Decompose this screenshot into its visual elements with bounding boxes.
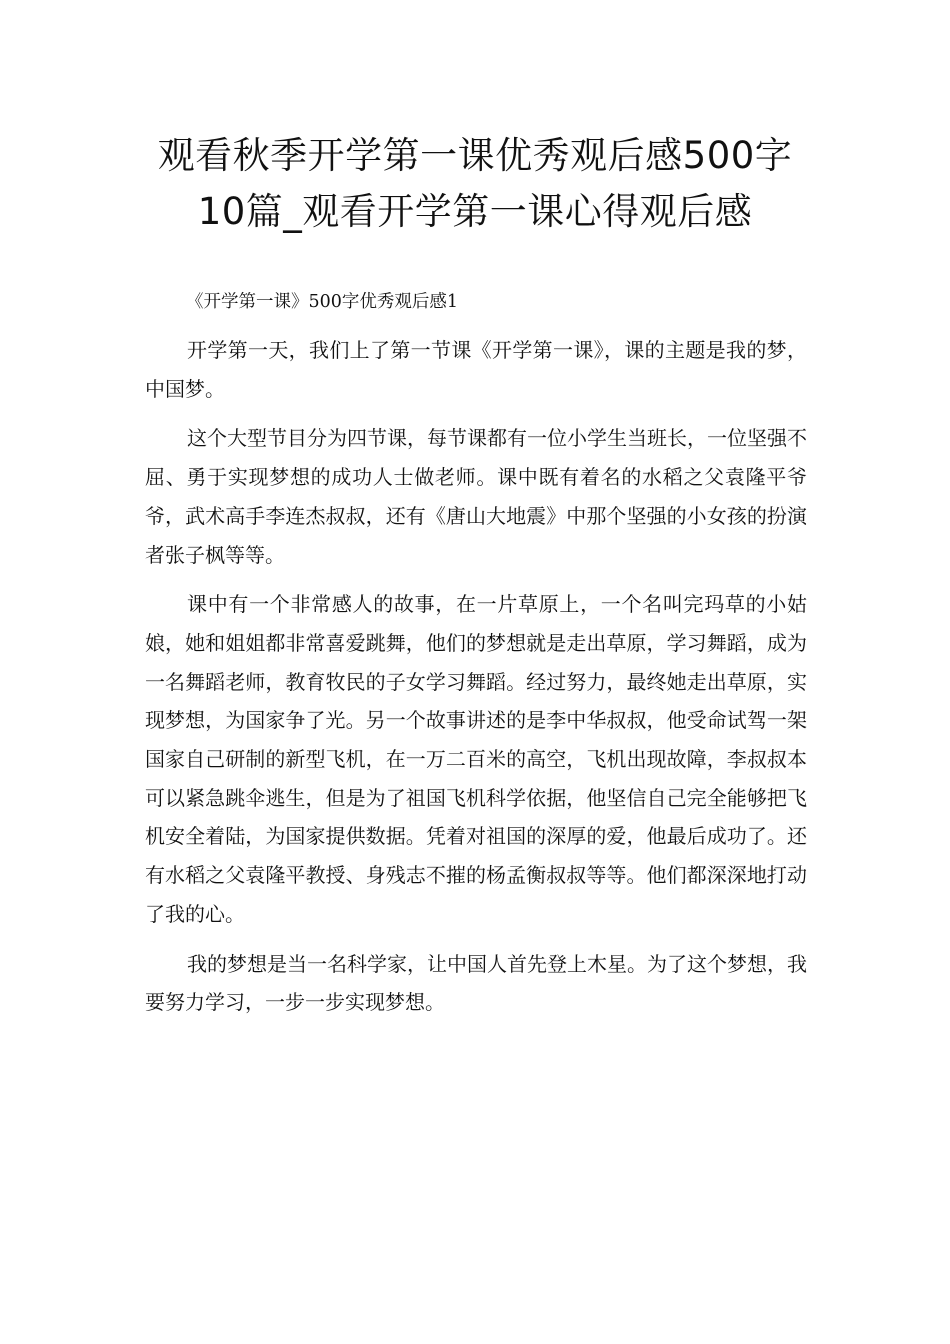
- paragraph-3: 课中有一个非常感人的故事，在一片草原上，一个名叫完玛草的小姑娘，她和姐姐都非常喜爱跳舞，他们的梦想就是走出草原，学习舞蹈，成为一名舞蹈老师，教育牧民的子女学习舞蹈。经过努力，最终她走出草原，实现梦想，为国家争了光。另一个故事讲述的是李中华叔叔，他受命试驾一架国家自己研制的新型飞机，在一万二百米的高空，飞机出现故障，李叔叔本可以紧急跳伞逃生，但是为了祖国飞机科学依据，他坚信自己完全能够把飞机安全着陆，为国家提供数据。凭着对祖国的深厚的爱，他最后成功了。还有水稻之父袁隆平教授、身残志不摧的杨孟衡叔叔等等。他们都深深地打动了我的心。: [145, 592, 807, 926]
- document-body: [145, 290, 807, 1033]
- document-title: [120, 128, 830, 240]
- paragraph-1: 开学第一天，我们上了第一节课《开学第一课》，课的主题是我的梦，中国梦。: [145, 338, 807, 401]
- paragraph-4: 我的梦想是当一名科学家，让中国人首先登上木星。为了这个梦想，我要努力学习，一步一步实现梦想。: [145, 951, 807, 1015]
- title-line-2: 10篇_观看开学第一课心得观后感: [197, 190, 753, 233]
- paragraph-2: 这个大型节目分为四节课，每节课都有一位小学生当班长，一位坚强不屈、勇于实现梦想的成功人士做老师。课中既有着名的水稻之父袁隆平爷爷，武术高手李连杰叔叔，还有《唐山大地震》中那个坚强的小女孩的扮演者张子枫等等。: [145, 426, 807, 567]
- section-heading: 《开学第一课》500字优秀观后感1: [186, 292, 459, 312]
- title-line-1: 观看秋季开学第一课优秀观后感500字: [157, 134, 793, 177]
